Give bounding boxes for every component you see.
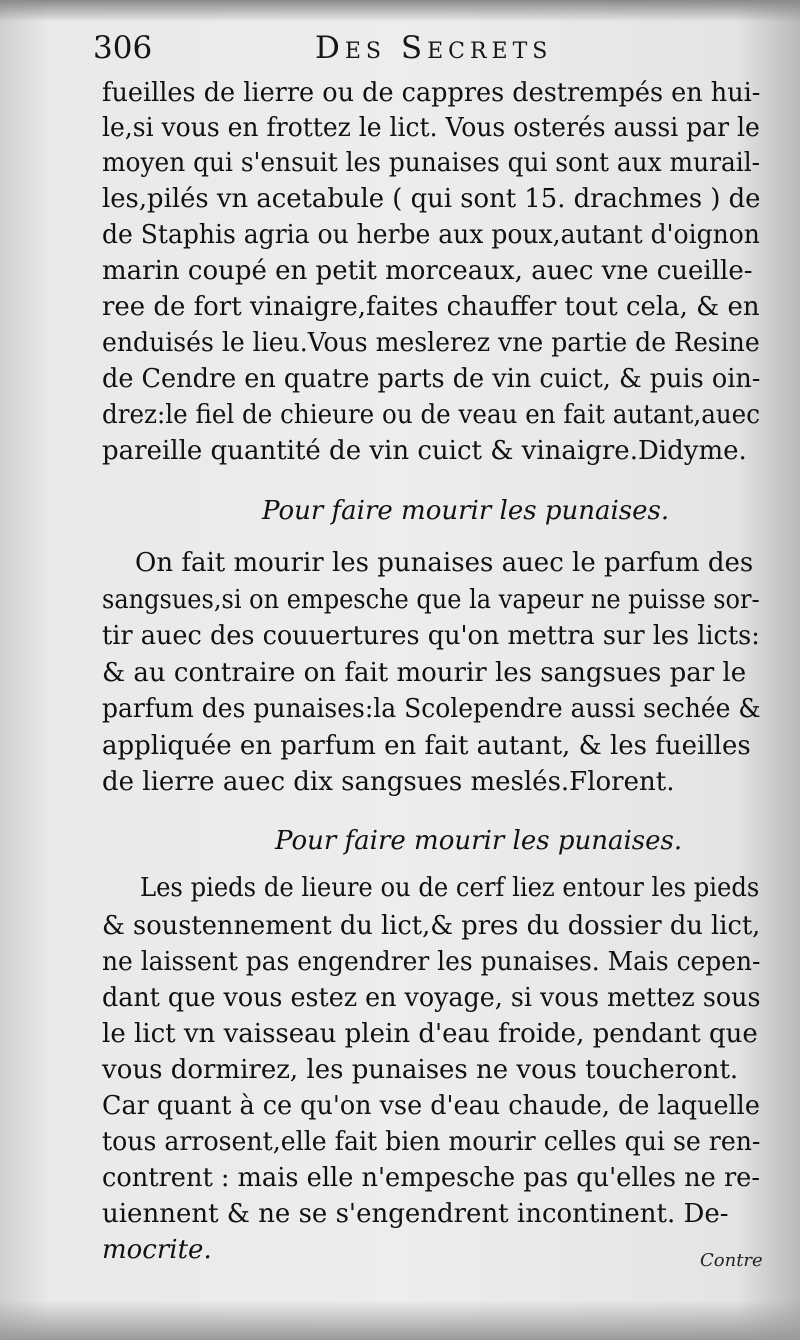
text-line: le lict vn vaisseau plein d'eau froide, pendant que xyxy=(102,1019,758,1049)
text-line: le,si vous en frottez le lict. Vous osterés aussi par le xyxy=(102,113,760,143)
text-line: de Cendre en quatre parts de vin cuict, & puis oin- xyxy=(102,364,761,394)
text-line: appliquée en parfum en fait autant, & les fueilles xyxy=(102,731,751,761)
text-line: de lierre auec dix sangsues meslés.Florent. xyxy=(102,767,675,797)
text-line: tous arrosent,elle fait bien mourir celles qui se ren- xyxy=(102,1127,761,1157)
text-line: enduisés le lieu.Vous meslerez vne partie de Resine xyxy=(102,328,760,358)
text-line: mocrite. xyxy=(102,1235,212,1265)
text-line: Les pieds de lieure ou de cerf liez entour les pieds xyxy=(140,873,760,903)
text-line: de Staphis agria ou herbe aux poux,autant d'oignon xyxy=(102,220,760,250)
section-3-heading: Pour faire mourir les punaises. xyxy=(275,826,683,856)
text-line: ne laissent pas engendrer les punaises. Mais cepen- xyxy=(102,947,761,977)
catchword: Contre xyxy=(700,1250,763,1271)
text-line: & soustennement du lict,& pres du dossier du lict, xyxy=(102,911,761,941)
running-title: Des Secrets xyxy=(315,30,553,66)
text-line: moyen qui s'ensuit les punaises qui sont aux murail- xyxy=(102,148,761,178)
text-line: vous dormirez, les punaises ne vous toucheront. xyxy=(102,1055,739,1085)
text-line: On fait mourir les punaises auec le parfum des xyxy=(135,548,754,578)
text-line: pareille quantité de vin cuict & vinaigre.Didyme. xyxy=(102,436,747,466)
text-line: parfum des punaises:la Scolependre aussi sechée & xyxy=(102,694,761,724)
section-2-heading: Pour faire mourir les punaises. xyxy=(262,496,670,526)
text-line: uiennent & ne se s'engendrent incontinent. De- xyxy=(102,1199,729,1229)
text-line: marin coupé en petit morceaux, auec vne cueille- xyxy=(102,256,753,286)
text-line: contrent : mais elle n'empesche pas qu'elles ne re- xyxy=(102,1163,760,1193)
text-line: Car quant à ce qu'on vse d'eau chaude, de laquelle xyxy=(102,1091,760,1121)
page-header xyxy=(93,28,583,68)
text-line: dant que vous estez en voyage, si vous mettez sous xyxy=(102,983,761,1013)
text-line: ree de fort vinaigre,faites chauffer tout cela, & en xyxy=(102,292,760,322)
text-line: drez:le fiel de chieure ou de veau en fait autant,auec xyxy=(102,400,760,430)
text-line: les,pilés vn acetabule ( qui sont 15. drachmes ) de xyxy=(102,184,761,214)
text-line: sangsues,si on empesche que la vapeur ne puisse sor- xyxy=(102,585,760,615)
text-line: & au contraire on fait mourir les sangsues par le xyxy=(102,658,747,688)
text-line: tir auec des couuertures qu'on mettra sur les licts: xyxy=(102,621,760,651)
text-line: fueilles de lierre ou de cappres destrempés en hui- xyxy=(102,78,761,108)
page-bottom-shadow xyxy=(0,1300,800,1340)
page-number: 306 xyxy=(93,30,153,66)
page-top-shadow xyxy=(0,0,800,22)
